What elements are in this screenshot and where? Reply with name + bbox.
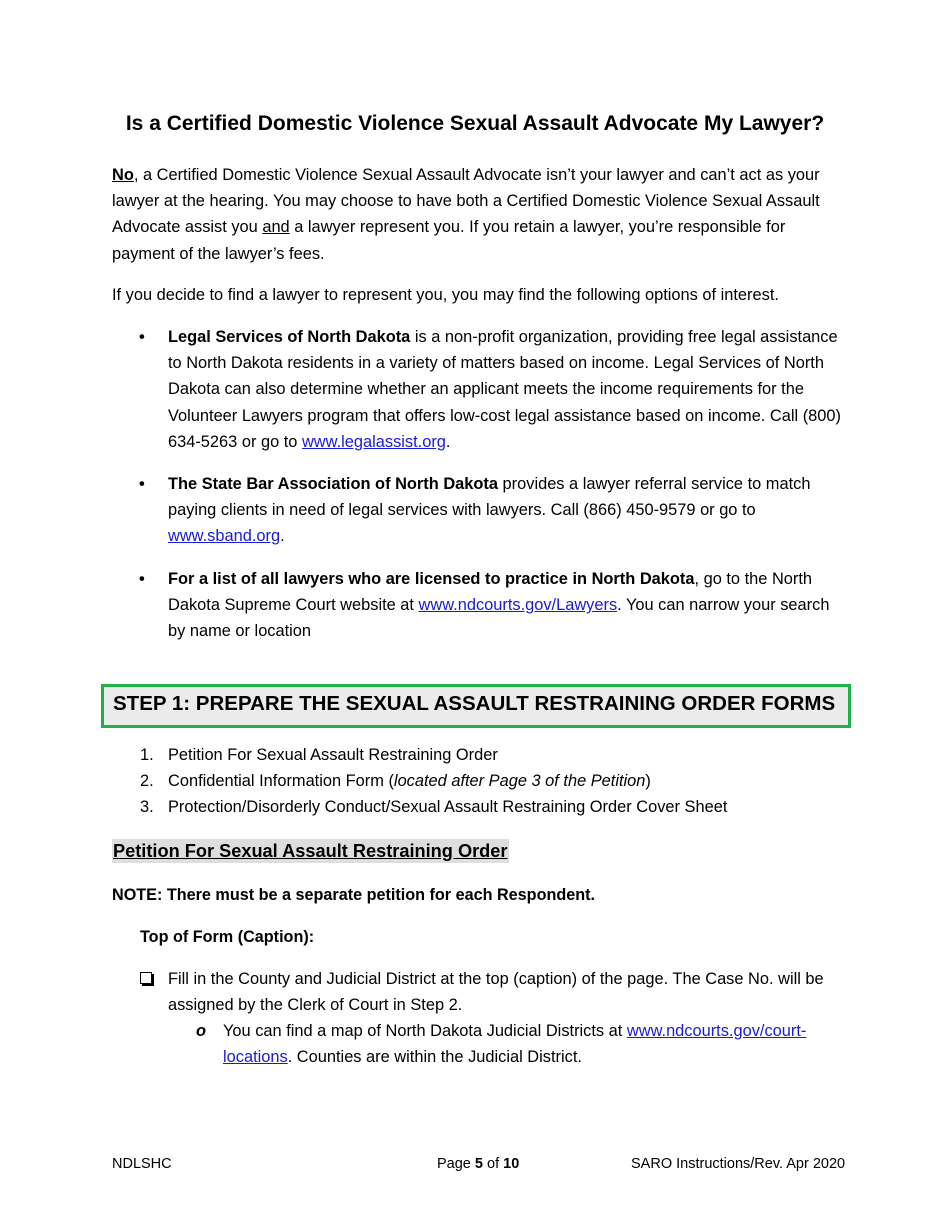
- checkbox-icon[interactable]: [140, 972, 152, 984]
- item-text: Petition For Sexual Assault Restraining Order: [168, 746, 498, 764]
- legalassist-link[interactable]: www.legalassist.org: [301, 432, 446, 451]
- step-1-banner: [101, 684, 851, 728]
- item-text: Confidential Information Form (located after Page 3 of the Petition): [168, 772, 651, 790]
- intro-text-2: a lawyer represent you. If you retain a lawyer, you’re responsible for payment of the lawyer’s fees.: [112, 218, 786, 263]
- bullet-icon: •: [139, 475, 145, 493]
- item-number: 2.: [140, 772, 154, 790]
- option-after: . You can narrow your search by name or location: [168, 596, 830, 641]
- item-number: 1.: [140, 746, 154, 764]
- petition-heading: Petition For Sexual Assault Restraining Order: [113, 841, 508, 861]
- court-locations-link[interactable]: www.ndcourts.gov/court-locations: [223, 1022, 807, 1066]
- item-text: Protection/Disorderly Conduct/Sexual Assault Restraining Order Cover Sheet: [168, 798, 728, 816]
- option-text: [168, 471, 842, 550]
- option-title: The State Bar Association of North Dakota: [168, 475, 498, 493]
- intro-paragraph: [112, 162, 842, 267]
- option-after: .: [280, 527, 285, 546]
- item-number: 3.: [140, 798, 154, 816]
- option-body: , go to the North Dakota Supreme Court website at: [168, 570, 813, 615]
- intro-text-1: , a Certified Domestic Violence Sexual Assault Advocate isn’t your lawyer and can’t act as your lawyer at the hearing. You may choose to have both a Certified Domestic Violence Sexual Assault Advocate assist you: [112, 166, 820, 237]
- options-intro: If you decide to find a lawyer to represent you, you may find the following options of interest.: [112, 286, 779, 304]
- bullet-icon: •: [139, 328, 145, 346]
- footer-left: NDLSHC: [112, 1156, 172, 1172]
- and-word: and: [262, 218, 290, 237]
- circle-bullet-icon: o: [196, 1022, 207, 1040]
- sub-item-text: You can find a map of North Dakota Judicial Districts at www.ndcourts.gov/court-locations. Counties are within the Judicial District.: [223, 1022, 807, 1066]
- step-1-title: STEP 1: PREPARE THE SEXUAL ASSAULT RESTRAINING ORDER FORMS: [113, 692, 836, 715]
- sband-link[interactable]: www.sband.org: [168, 527, 281, 546]
- page-heading: Is a Certified Domestic Violence Sexual Assault Advocate My Lawyer?: [125, 112, 825, 135]
- option-body: is a non-profit organization, providing free legal assistance to North Dakota residents in a variety of matters based on income. Legal Services of North Dakota can also determine whether an applicant meets the income requirements for the Volunteer Lawyers program that offers low-cost legal assistance based on income. Call (800) 634-5263 or go to: [168, 328, 841, 451]
- option-after: .: [445, 432, 451, 451]
- footer-page-number: Page 5 of 10: [437, 1156, 520, 1172]
- no-word: No: [112, 166, 134, 184]
- option-title: Legal Services of North Dakota: [168, 328, 411, 346]
- option-title: For a list of all lawyers who are licensed to practice in North Dakota: [168, 570, 695, 588]
- option-text: [168, 324, 842, 455]
- ndcourts-lawyers-link[interactable]: www.ndcourts.gov/Lawyers: [418, 596, 618, 615]
- option-text: [168, 566, 842, 645]
- footer-right: SARO Instructions/Rev. Apr 2020: [631, 1156, 846, 1172]
- checklist-text: Fill in the County and Judicial District at the top (caption) of the page. The Case No. will be assigned by the Clerk of Court in Step 2.: [168, 970, 824, 1014]
- bullet-icon: •: [139, 570, 145, 588]
- separate-petition-note: NOTE: There must be a separate petition for each Respondent.: [112, 886, 596, 904]
- caption-heading: Top of Form (Caption):: [140, 928, 315, 946]
- option-body: provides a lawyer referral service to match paying clients in need of legal services with lawyers. Call (866) 450-9579 or go to: [168, 475, 811, 520]
